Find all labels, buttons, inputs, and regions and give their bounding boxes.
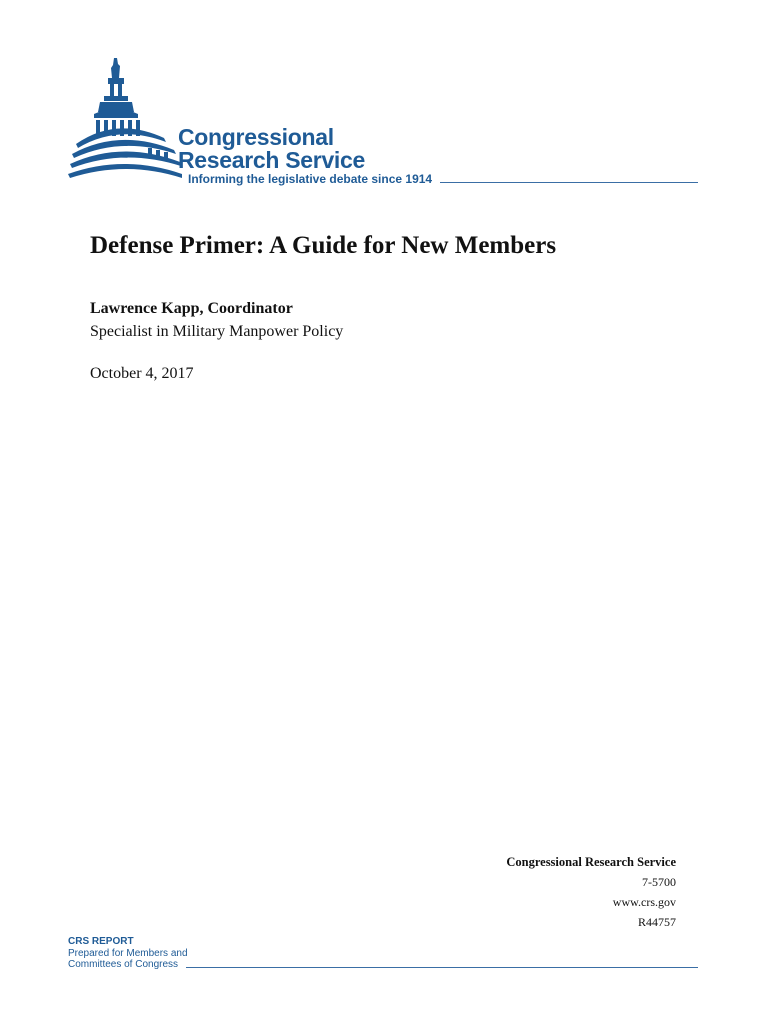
logo-line-2: Research Service [178,147,366,173]
publisher-info [506,852,676,932]
author-name: Lawrence Kapp, Coordinator [90,300,293,317]
footer-report-title: CRS REPORT [68,936,134,947]
crs-logo-wordmark [178,126,365,172]
author-role: Specialist in Military Manpower Policy [90,323,344,340]
header-rule [440,182,698,183]
publisher-phone: 7-5700 [642,875,676,889]
logo-line-1: Congressional [178,124,334,150]
publisher-org: Congressional Research Service [506,855,676,869]
document-title: Defense Primer: A Guide for New Members [90,232,557,259]
footer-line-2: Prepared for Members and [68,947,188,959]
logo-tagline: Informing the legislative debate since 1914 [188,172,433,186]
footer-rule [186,967,698,968]
footer-line-3: Committees of Congress [68,959,179,970]
document-date: October 4, 2017 [90,365,194,382]
footer-report-label [68,936,188,971]
capitol-dome-icon [66,56,184,186]
report-number: R44757 [637,915,676,929]
publisher-website: www.crs.gov [612,895,676,909]
